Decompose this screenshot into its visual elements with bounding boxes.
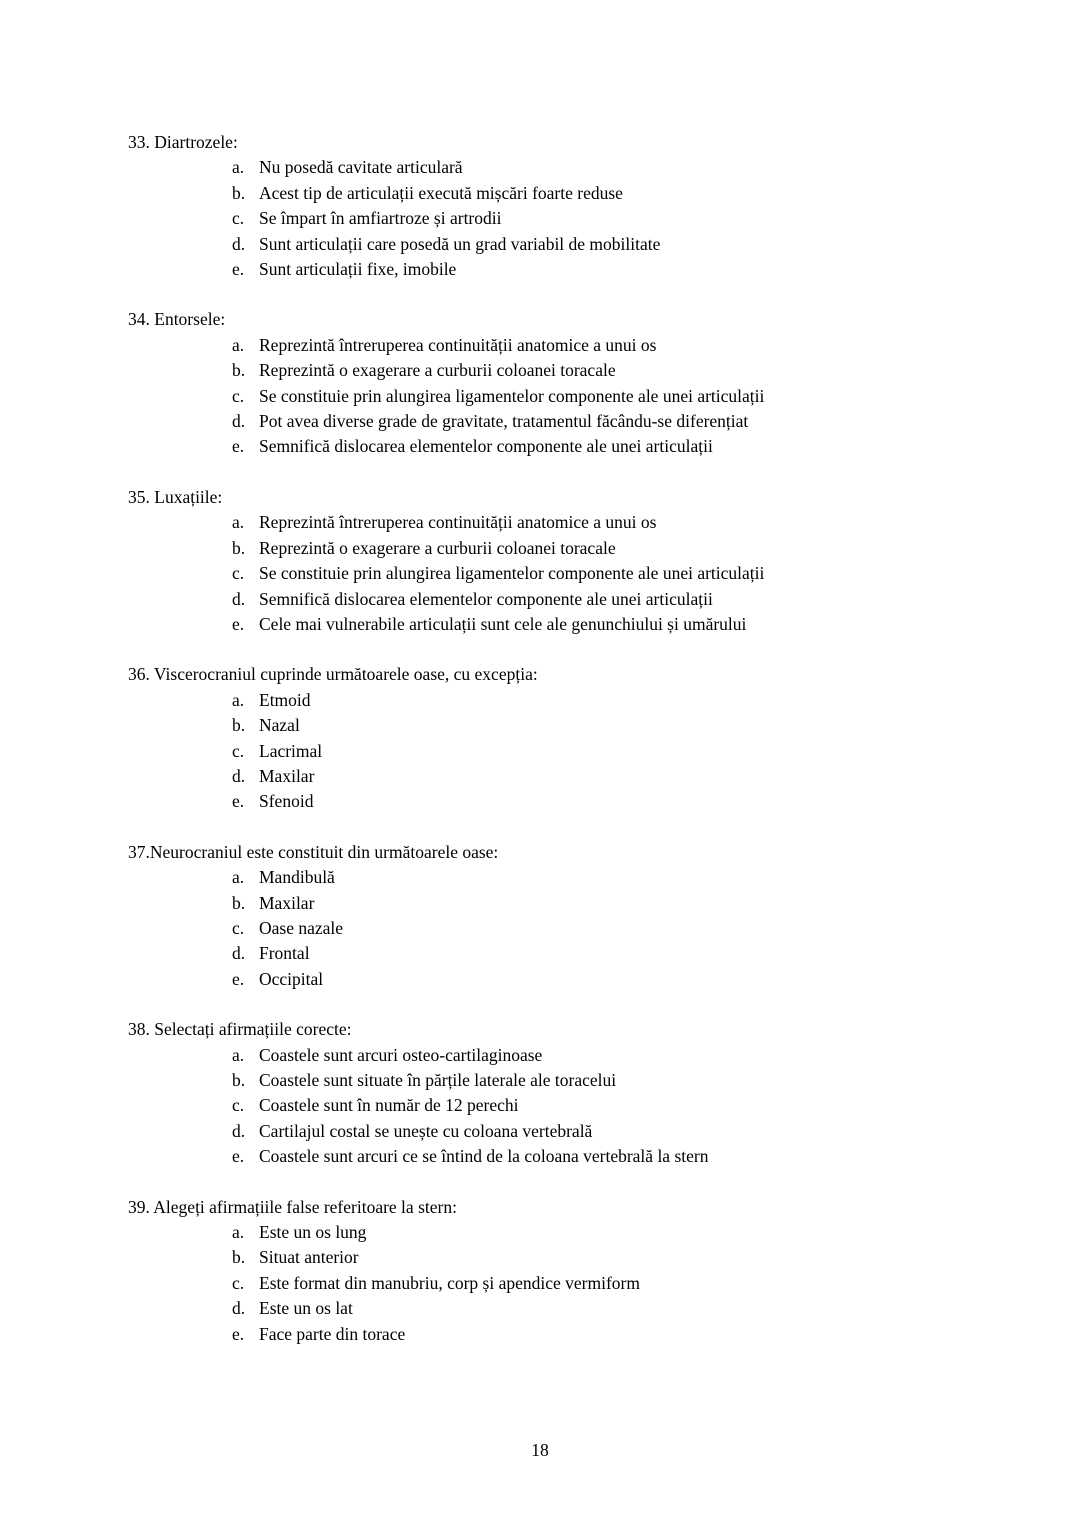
option-letter: e.: [232, 436, 245, 457]
option-text: Maxilar: [259, 765, 315, 786]
option-text: Coastele sunt arcuri ce se întind de la coloana vertebrală la stern: [259, 1146, 709, 1167]
option-text: Occipital: [259, 968, 324, 989]
option-letter: c.: [232, 208, 245, 229]
option-text: Lacrimal: [259, 740, 323, 761]
option-row: [128, 434, 990, 459]
option-text: Coastele sunt situate în părțile laterale ale toracelui: [259, 1070, 617, 1090]
option-text: Coastele sunt în număr de 12 perechi: [259, 1095, 519, 1116]
option-text: Coastele sunt arcuri osteo-cartilaginoase: [259, 1044, 543, 1065]
question-title: 38. Selectați afirmațiile corecte:: [128, 1019, 352, 1040]
option-text: Este un os lat: [259, 1298, 353, 1319]
option-text: Reprezintă o exagerare a curburii coloanei toracale: [259, 537, 616, 558]
option-letter: c.: [232, 385, 245, 406]
option-letter: a.: [232, 512, 245, 533]
option-letter: b.: [232, 182, 246, 203]
question-block: [128, 485, 990, 637]
option-row: [128, 865, 990, 890]
option-row: [128, 1093, 990, 1118]
option-row: [128, 739, 990, 764]
option-letter: a.: [232, 867, 245, 888]
option-letter: b.: [232, 892, 246, 913]
option-letter: b.: [232, 360, 246, 381]
option-letter: a.: [232, 334, 245, 355]
option-row: [128, 688, 990, 713]
option-row: [128, 1068, 990, 1093]
option-letter: e.: [232, 613, 245, 634]
option-row: [128, 1144, 990, 1169]
option-text: Reprezintă întreruperea continuității anatomice a unui os: [259, 512, 657, 533]
question-block: [128, 130, 990, 282]
option-letter: d.: [232, 1120, 246, 1141]
question-block: [128, 1017, 990, 1169]
option-row: [128, 333, 990, 358]
question-title: 36. Viscerocraniul cuprinde următoarele oase, cu excepția:: [128, 664, 538, 685]
option-row: [128, 1043, 990, 1068]
option-text: Cele mai vulnerabile articulații sunt cele ale genunchiului și umărului: [259, 613, 747, 634]
option-row: [128, 181, 990, 206]
question-title: 39. Alegeți afirmațiile false referitoare la stern:: [128, 1196, 457, 1217]
question-block: [128, 662, 990, 814]
option-letter: e.: [232, 1323, 245, 1344]
question-title: 34. Entorsele:: [128, 309, 226, 330]
option-text: Sunt articulații fixe, imobile: [259, 259, 457, 280]
option-letter: c.: [232, 563, 245, 584]
option-letter: a.: [232, 1222, 245, 1243]
option-row: [128, 1119, 990, 1144]
question-block: [128, 307, 990, 459]
option-text: Frontal: [259, 943, 310, 964]
option-letter: d.: [232, 411, 246, 432]
option-text: Reprezintă întreruperea continuității anatomice a unui os: [259, 334, 657, 355]
option-row: [128, 612, 990, 637]
option-text: Sfenoid: [259, 791, 314, 812]
option-letter: d.: [232, 588, 246, 609]
option-letter: d.: [232, 233, 246, 254]
option-letter: b.: [232, 1247, 246, 1268]
option-row: [128, 941, 990, 966]
option-text: Semnifică dislocarea elementelor componente ale unei articulații: [259, 588, 713, 609]
option-row: [128, 713, 990, 738]
option-row: [128, 1271, 990, 1296]
option-text: Oase nazale: [259, 917, 344, 938]
option-row: [128, 409, 990, 434]
option-text: Sunt articulații care posedă un grad variabil de mobilitate: [259, 233, 661, 254]
option-text: Nazal: [259, 715, 300, 736]
option-text: Este format din manubriu, corp și apendice vermiform: [259, 1272, 640, 1293]
option-text: Semnifică dislocarea elementelor componente ale unei articulații: [259, 436, 713, 457]
option-letter: c.: [232, 1272, 245, 1293]
option-row: [128, 510, 990, 535]
option-letter: a.: [232, 157, 245, 178]
option-row: [128, 155, 990, 180]
option-letter: b.: [232, 537, 246, 558]
option-row: [128, 257, 990, 282]
option-text: Reprezintă o exagerare a curburii coloanei toracale: [259, 360, 616, 381]
option-text: Este un os lung: [259, 1222, 367, 1243]
option-row: [128, 764, 990, 789]
question-title: 33. Diartrozele:: [128, 132, 238, 152]
option-text: Face parte din torace: [259, 1323, 406, 1344]
option-row: [128, 891, 990, 916]
option-letter: d.: [232, 943, 246, 964]
option-letter: e.: [232, 259, 245, 280]
option-letter: e.: [232, 1146, 245, 1167]
option-row: [128, 358, 990, 383]
option-text: Se constituie prin alungirea ligamentelor componente ale unei articulații: [259, 563, 765, 584]
page-number: 18: [531, 1440, 549, 1460]
option-text: Situat anterior: [259, 1247, 359, 1268]
question-title: 37.Neurocraniul este constituit din următoarele oase:: [128, 841, 499, 862]
option-text: Pot avea diverse grade de gravitate, tratamentul făcându-se diferențiat: [259, 411, 749, 432]
option-text: Etmoid: [259, 689, 311, 710]
option-text: Se împart în amfiartroze și artrodii: [259, 208, 502, 229]
option-letter: a.: [232, 689, 245, 710]
question-block: [128, 840, 990, 992]
option-row: [128, 967, 990, 992]
option-text: Cartilajul costal se unește cu coloana vertebrală: [259, 1120, 593, 1141]
option-row: [128, 384, 990, 409]
option-row: [128, 1322, 990, 1347]
question-block: [128, 1195, 990, 1347]
option-letter: d.: [232, 1298, 246, 1319]
option-letter: c.: [232, 1095, 245, 1116]
option-letter: e.: [232, 968, 245, 989]
option-text: Acest tip de articulații execută mișcări foarte reduse: [259, 182, 623, 203]
option-letter: c.: [232, 917, 245, 938]
option-row: [128, 536, 990, 561]
option-row: [128, 1245, 990, 1270]
option-row: [128, 206, 990, 231]
option-row: [128, 232, 990, 257]
option-row: [128, 587, 990, 612]
option-letter: c.: [232, 740, 245, 761]
option-letter: a.: [232, 1044, 245, 1065]
option-letter: e.: [232, 791, 245, 812]
questions-list: [128, 130, 990, 1372]
option-letter: b.: [232, 1070, 246, 1090]
option-text: Maxilar: [259, 892, 315, 913]
option-row: [128, 789, 990, 814]
option-row: [128, 561, 990, 586]
option-text: Se constituie prin alungirea ligamentelor componente ale unei articulații: [259, 385, 765, 406]
option-letter: d.: [232, 765, 246, 786]
question-title: 35. Luxațiile:: [128, 486, 223, 507]
option-row: [128, 1220, 990, 1245]
option-letter: b.: [232, 715, 246, 736]
option-text: Nu posedă cavitate articulară: [259, 157, 463, 178]
option-row: [128, 916, 990, 941]
option-row: [128, 1296, 990, 1321]
option-text: Mandibulă: [259, 867, 335, 888]
